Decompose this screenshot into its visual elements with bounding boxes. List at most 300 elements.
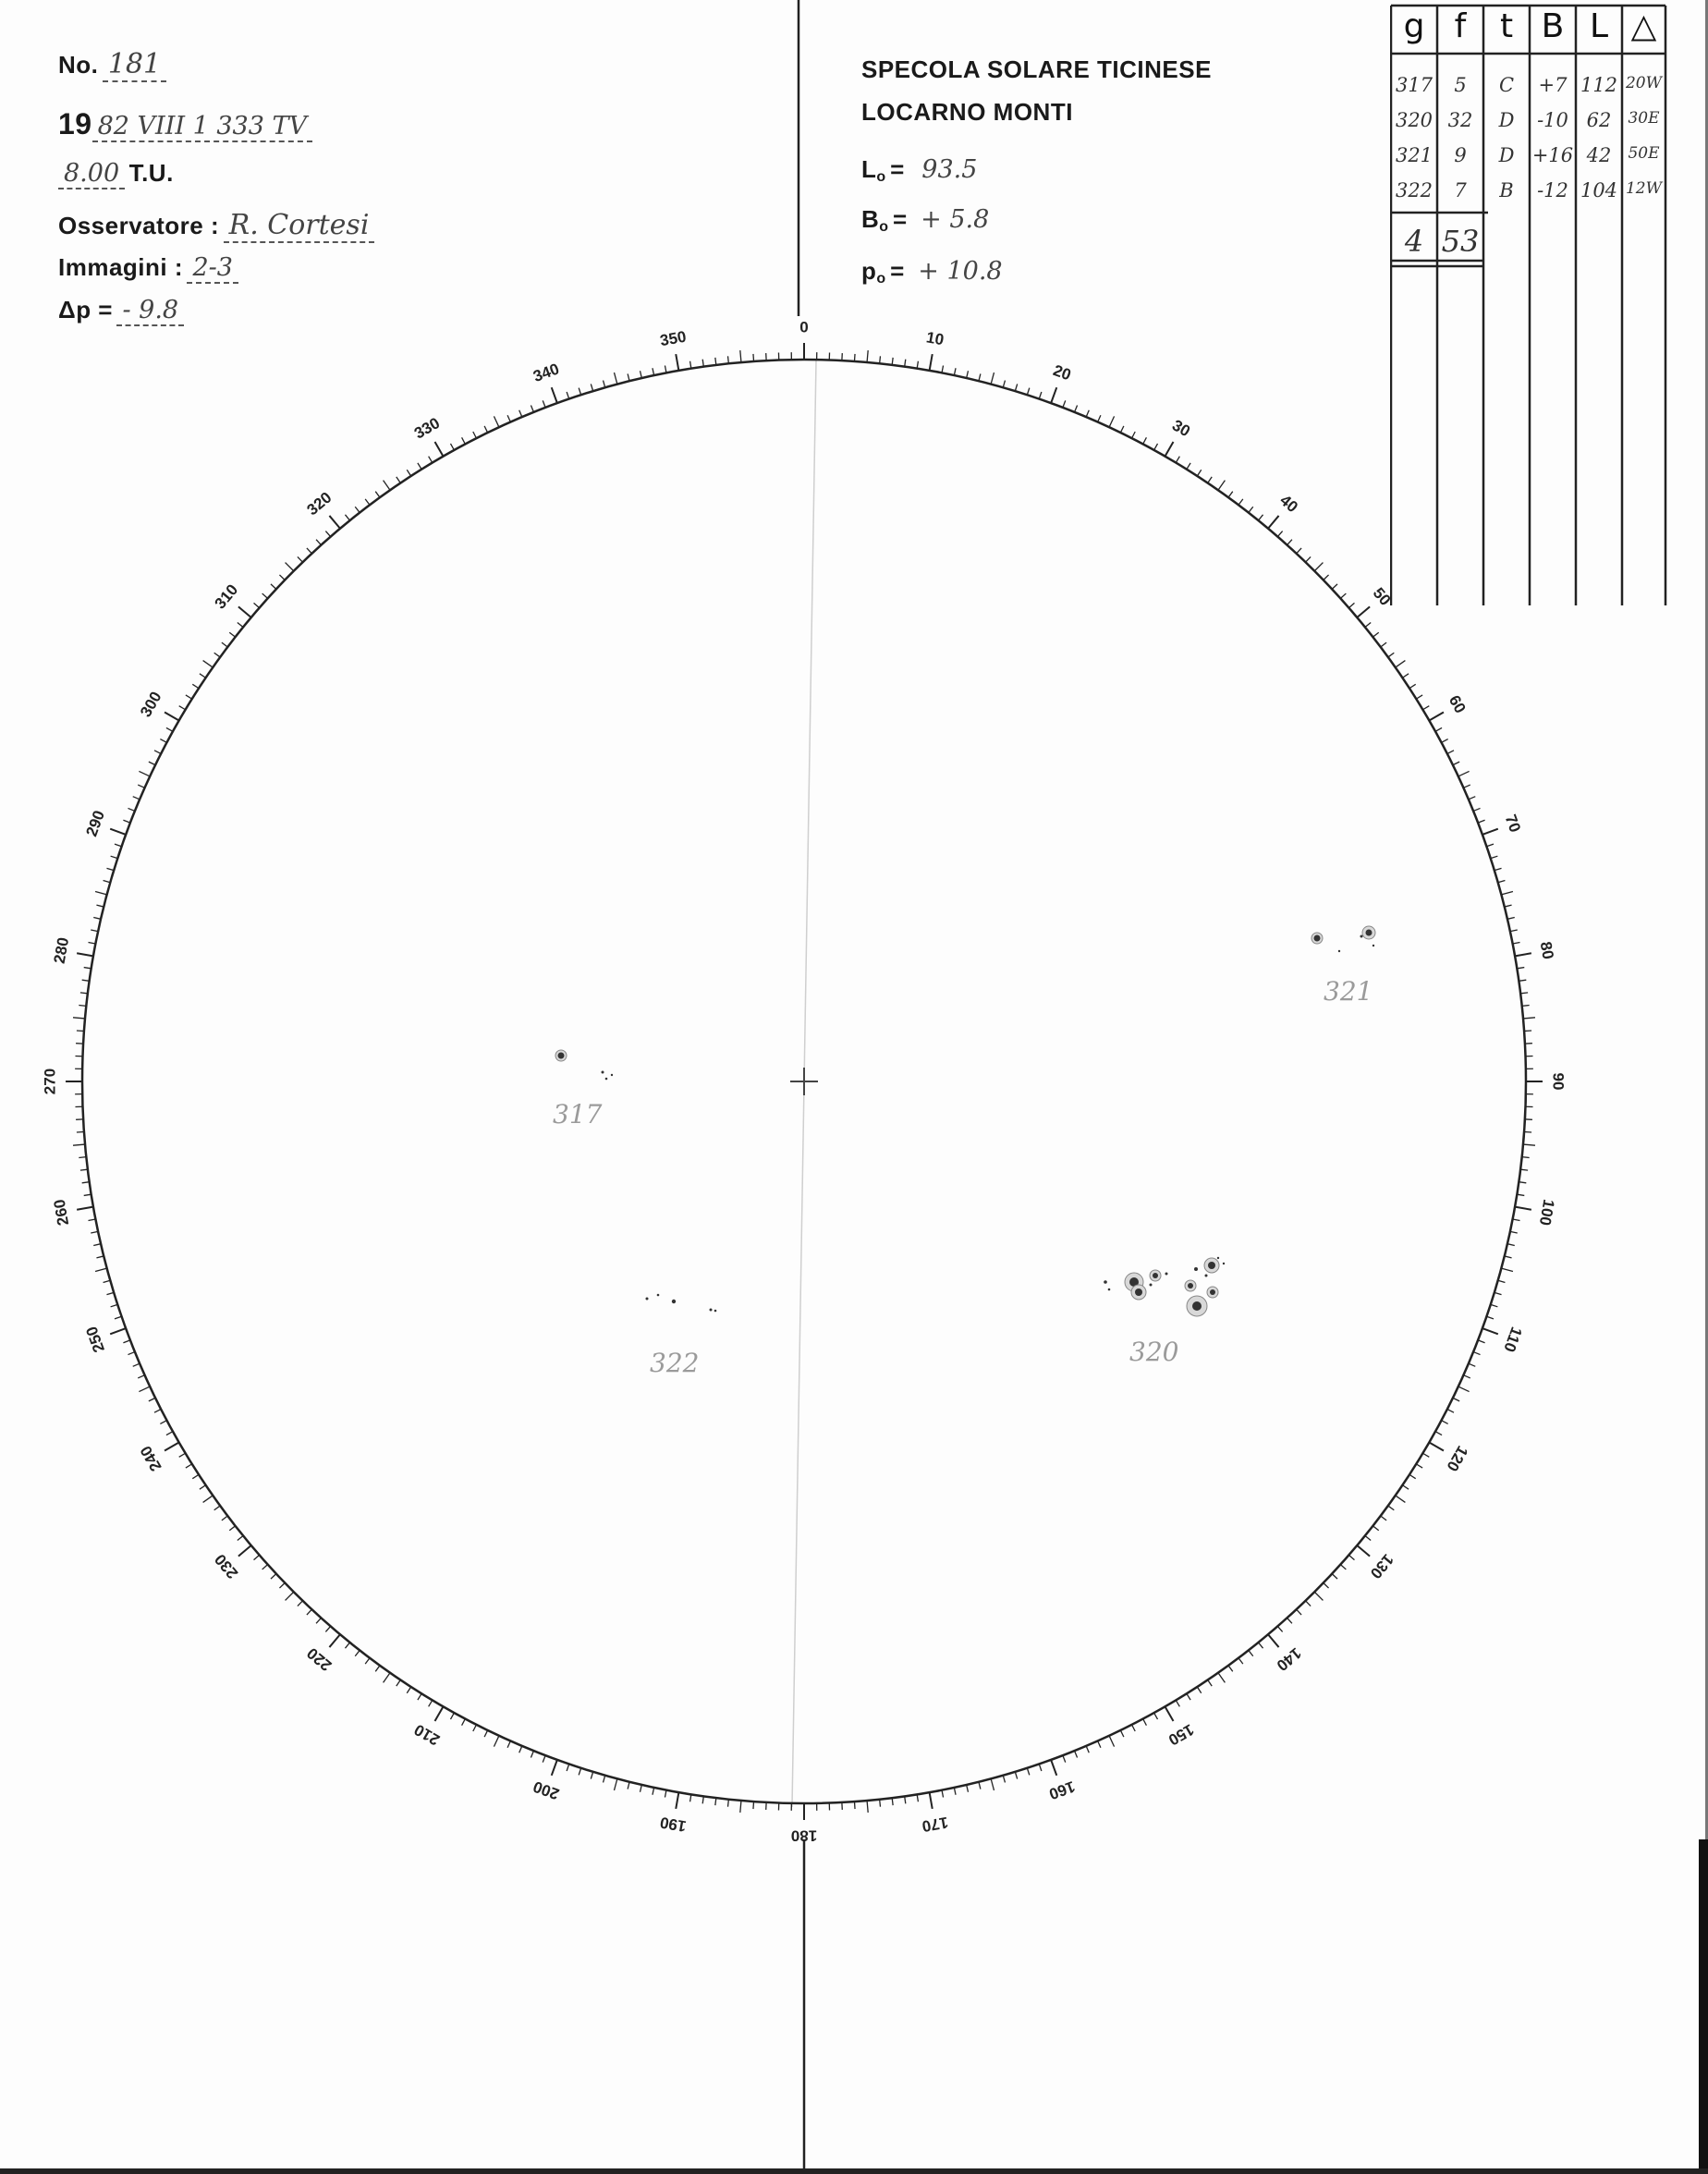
degree-tick	[462, 1719, 466, 1726]
table-cell: -12	[1537, 179, 1568, 202]
degree-tick	[200, 674, 206, 678]
degree-tick	[690, 1794, 691, 1801]
degree-tick	[1197, 470, 1201, 476]
degree-tick	[1176, 1700, 1179, 1706]
degree-tick	[1473, 808, 1480, 811]
L0-equals: =	[890, 155, 905, 183]
degree-tick	[254, 603, 260, 607]
degree-tick	[543, 400, 545, 407]
degree-tick	[93, 1244, 101, 1246]
table-cell: 321	[1395, 144, 1434, 166]
degree-tick	[604, 381, 605, 388]
degree-tick	[1340, 1565, 1346, 1569]
degree-tick	[1429, 1443, 1444, 1451]
sunspot	[710, 1309, 713, 1312]
degree-tick	[543, 1755, 545, 1762]
degree-tick	[640, 371, 642, 378]
degree-tick	[238, 1545, 251, 1557]
degree-tick	[271, 584, 276, 589]
degree-tick	[192, 684, 199, 688]
degree-tick	[653, 1788, 654, 1795]
degree-label-90: 90	[1549, 1072, 1568, 1091]
degree-tick	[316, 540, 321, 545]
degree-tick	[1435, 1432, 1442, 1435]
degree-tick	[298, 1601, 303, 1606]
degree-tick	[214, 1506, 220, 1510]
sunspot	[605, 1078, 608, 1081]
sunspot	[1135, 1289, 1142, 1296]
degree-tick	[1109, 1736, 1114, 1747]
degree-tick	[1458, 771, 1470, 776]
degree-tick	[640, 1785, 642, 1792]
degree-tick	[1453, 762, 1459, 765]
observer-field	[58, 209, 374, 243]
degree-tick	[1388, 1506, 1394, 1510]
degree-tick	[271, 1574, 276, 1579]
B0-equals: =	[893, 205, 908, 233]
degree-tick	[115, 844, 122, 847]
degree-tick	[1086, 1746, 1089, 1753]
degree-tick	[254, 1555, 260, 1559]
degree-tick	[854, 354, 855, 361]
table-cell: 7	[1454, 179, 1467, 202]
degree-tick	[979, 1782, 981, 1789]
sunspot	[672, 1300, 676, 1303]
degree-tick	[676, 354, 678, 371]
degree-tick	[1498, 881, 1506, 883]
degree-tick	[1287, 540, 1292, 545]
degree-tick	[1381, 1516, 1386, 1521]
table-cell: 12W	[1625, 179, 1663, 198]
degree-tick	[519, 1746, 522, 1753]
degree-tick	[384, 1673, 390, 1683]
sunspot	[1208, 1262, 1215, 1269]
table-cell: 104	[1580, 179, 1618, 202]
degree-tick	[429, 1700, 433, 1706]
images-field	[58, 253, 238, 284]
degree-tick	[450, 1713, 454, 1719]
time-value: 8.00	[58, 159, 125, 189]
degree-tick	[1120, 1730, 1124, 1737]
degree-tick	[507, 1740, 510, 1747]
degree-tick	[1494, 1292, 1502, 1294]
degree-tick	[1515, 953, 1531, 956]
degree-tick	[138, 785, 144, 788]
degree-tick	[1238, 499, 1243, 505]
degree-tick	[942, 1790, 944, 1798]
degree-tick	[1314, 563, 1323, 571]
table-cell: D	[1498, 144, 1515, 166]
degree-tick	[1165, 442, 1174, 457]
degree-tick	[1132, 1725, 1136, 1731]
degree-tick	[435, 442, 444, 457]
degree-label-140: 140	[1273, 1643, 1305, 1675]
degree-tick	[1098, 1740, 1101, 1747]
degree-tick	[715, 1798, 716, 1805]
table-total-1: 53	[1441, 224, 1480, 259]
sunspot	[646, 1298, 649, 1301]
degree-tick	[1409, 684, 1416, 688]
degree-tick	[77, 1031, 84, 1032]
p0-equals: =	[890, 257, 905, 285]
degree-tick	[79, 1157, 86, 1158]
p0-label: p	[861, 257, 877, 285]
degree-tick	[279, 575, 285, 580]
degree-tick	[552, 387, 557, 403]
degree-tick	[91, 1231, 98, 1233]
degree-tick	[1365, 622, 1371, 627]
group-label-321: 321	[1324, 976, 1373, 1007]
degree-tick	[123, 1340, 129, 1343]
degree-tick	[200, 1485, 206, 1489]
delta-p-label: Δp =	[58, 296, 113, 324]
degree-tick	[1208, 477, 1212, 483]
degree-label-190: 190	[658, 1813, 688, 1836]
degree-tick	[1075, 1751, 1078, 1757]
degree-label-120: 120	[1443, 1442, 1472, 1475]
degree-tick	[1314, 1592, 1323, 1600]
degree-tick	[1039, 392, 1042, 399]
degree-tick	[77, 1207, 93, 1210]
degree-label-320: 320	[303, 488, 336, 519]
degree-tick	[567, 1764, 569, 1771]
record-number-value: 181	[103, 48, 166, 82]
degree-tick	[110, 829, 126, 835]
degree-tick	[1505, 905, 1512, 907]
degree-tick	[1486, 844, 1494, 847]
degree-tick	[1523, 1018, 1535, 1019]
degree-tick	[96, 905, 104, 907]
sunspot	[1165, 1273, 1168, 1276]
sunspot	[1217, 1257, 1219, 1259]
degree-tick	[396, 477, 400, 483]
degree-tick	[1519, 1182, 1526, 1183]
degree-tick	[418, 463, 421, 470]
degree-tick	[355, 1650, 360, 1655]
degree-label-0: 0	[799, 318, 809, 336]
degree-tick	[1422, 706, 1429, 710]
degree-tick	[110, 1328, 126, 1334]
group-label-322: 322	[650, 1348, 700, 1378]
degree-tick	[905, 360, 906, 367]
degree-tick	[628, 373, 629, 381]
degree-tick	[1165, 1706, 1174, 1721]
degree-tick	[139, 1386, 150, 1391]
degree-tick	[298, 556, 303, 562]
degree-tick	[179, 706, 186, 710]
degree-tick	[82, 980, 90, 981]
degree-tick	[355, 507, 360, 512]
L0-value: 93.5	[921, 155, 978, 184]
degree-label-40: 40	[1276, 491, 1301, 517]
degree-tick	[128, 1352, 134, 1355]
degree-tick	[1442, 739, 1448, 743]
degree-tick	[1027, 388, 1029, 396]
degree-tick	[73, 1144, 85, 1145]
degree-tick	[73, 1018, 85, 1019]
degree-tick	[262, 593, 268, 598]
degree-tick	[690, 361, 691, 369]
degree-label-10: 10	[924, 328, 946, 349]
degree-tick	[1306, 556, 1312, 562]
degree-tick	[1478, 820, 1484, 823]
degree-label-150: 150	[1165, 1720, 1198, 1750]
degree-tick	[229, 632, 235, 637]
degree-tick	[160, 1421, 166, 1424]
degree-tick	[1505, 1256, 1512, 1258]
table-cell: +16	[1531, 144, 1574, 166]
degree-tick	[325, 531, 330, 537]
degree-tick	[930, 354, 933, 371]
degree-tick	[1238, 1658, 1243, 1664]
degree-label-210: 210	[410, 1720, 444, 1750]
degree-tick	[104, 1280, 111, 1282]
sunspot	[1366, 930, 1372, 936]
degree-tick	[567, 392, 569, 399]
degree-tick	[307, 548, 311, 554]
degree-tick	[1482, 829, 1498, 835]
degree-tick	[942, 365, 944, 373]
degree-tick	[494, 1736, 498, 1747]
degree-tick	[160, 739, 166, 743]
degree-tick	[165, 713, 179, 721]
degree-tick	[104, 881, 111, 883]
degree-tick	[1109, 416, 1114, 427]
degree-tick	[407, 470, 410, 476]
degree-tick	[316, 1618, 321, 1623]
observer-value: R. Cortesi	[224, 209, 375, 243]
degree-tick	[531, 1751, 533, 1757]
table-header-1: f	[1454, 7, 1467, 45]
degree-tick	[1381, 642, 1386, 647]
degree-label-100: 100	[1535, 1198, 1558, 1227]
group-label-320: 320	[1129, 1337, 1179, 1367]
degree-tick	[507, 415, 510, 421]
table-header-3: B	[1541, 7, 1565, 45]
degree-tick	[138, 1375, 144, 1378]
degree-tick	[1458, 1386, 1470, 1391]
degree-tick	[867, 350, 868, 362]
degree-tick	[519, 410, 522, 417]
degree-tick	[1218, 481, 1225, 491]
degree-tick	[1372, 1526, 1378, 1531]
images-value: 2-3	[187, 253, 238, 284]
degree-tick	[854, 1801, 855, 1809]
degree-tick	[967, 371, 969, 378]
scan-bottom-edge	[0, 2168, 1708, 2174]
degree-label-50: 50	[1369, 584, 1395, 609]
sunspot	[1314, 935, 1321, 942]
degree-tick	[106, 868, 114, 870]
sunspot	[1210, 1289, 1215, 1295]
observatory-name	[861, 48, 1212, 133]
degree-tick	[1015, 384, 1017, 391]
degree-tick	[1515, 1207, 1531, 1210]
degree-tick	[345, 1643, 349, 1648]
degree-tick	[93, 918, 101, 920]
degree-tick	[238, 1535, 243, 1540]
degree-tick	[1409, 1474, 1416, 1478]
degree-tick	[591, 1772, 592, 1779]
degree-tick	[166, 727, 173, 731]
degree-tick	[1297, 1609, 1301, 1615]
degree-label-270: 270	[41, 1068, 59, 1095]
degree-tick	[1306, 1601, 1312, 1606]
degree-tick	[1015, 1772, 1017, 1779]
degree-tick	[1357, 1545, 1370, 1557]
table-cell: 322	[1395, 179, 1434, 202]
L0-label: L	[861, 155, 877, 183]
disc-center-cross	[790, 1068, 818, 1095]
degree-tick	[1249, 507, 1253, 512]
degree-tick	[77, 1131, 84, 1132]
table-cell: 20W	[1625, 74, 1663, 92]
degree-tick	[1154, 444, 1158, 450]
degree-tick	[1154, 1713, 1158, 1719]
degree-label-280: 280	[50, 935, 73, 965]
degree-tick	[930, 1792, 933, 1809]
degree-tick	[676, 1792, 678, 1809]
degree-tick	[80, 1169, 88, 1170]
degree-tick	[1507, 918, 1515, 920]
sunspot	[1108, 1289, 1111, 1291]
table-cell: C	[1498, 74, 1515, 96]
degree-tick	[1187, 1693, 1190, 1700]
degree-tick	[1416, 1464, 1422, 1468]
degree-label-20: 20	[1050, 361, 1074, 385]
degree-tick	[1513, 942, 1520, 944]
degree-tick	[1365, 1535, 1371, 1540]
degree-tick	[579, 1768, 580, 1776]
degree-tick	[1027, 1768, 1029, 1776]
degree-tick	[186, 1464, 192, 1468]
degree-tick	[1491, 856, 1498, 858]
degree-tick	[1051, 387, 1056, 403]
degree-tick	[1519, 980, 1526, 981]
scan-edge-dark	[1699, 1839, 1708, 2174]
table-cell: 5	[1454, 74, 1467, 96]
degree-tick	[1348, 1555, 1354, 1559]
observatory-line-2: LOCARNO MONTI	[861, 98, 1073, 126]
sunspot	[611, 1074, 613, 1076]
degree-tick	[1051, 1760, 1056, 1776]
degree-tick	[365, 499, 370, 505]
table-cell: 317	[1395, 74, 1434, 96]
degree-tick	[1447, 751, 1454, 754]
degree-tick	[1453, 1398, 1459, 1401]
degree-tick	[262, 1565, 268, 1569]
degree-tick	[407, 1687, 410, 1693]
degree-tick	[1510, 930, 1518, 932]
sunspot	[602, 1071, 604, 1074]
degree-tick	[591, 384, 592, 391]
degree-tick	[154, 751, 161, 754]
degree-tick	[192, 1474, 199, 1478]
table-header-2: t	[1499, 7, 1514, 45]
ephemeris-p0: $p_o$ = + 10.8	[861, 257, 1003, 287]
degree-tick	[1486, 1316, 1494, 1319]
degree-tick	[665, 1790, 666, 1798]
degree-tick	[128, 808, 134, 811]
degree-tick	[967, 1785, 969, 1792]
degree-tick	[753, 354, 754, 361]
table-cell: +7	[1538, 74, 1568, 96]
degree-tick	[702, 1796, 703, 1803]
sunspot	[558, 1053, 565, 1059]
degree-tick	[82, 1182, 90, 1183]
degree-tick	[95, 1268, 107, 1271]
degree-label-170: 170	[921, 1813, 950, 1836]
degree-tick	[880, 356, 881, 363]
degree-tick	[106, 1292, 114, 1294]
degree-tick	[1208, 1679, 1212, 1686]
degree-label-290: 290	[82, 808, 108, 839]
degree-tick	[1422, 1453, 1429, 1457]
degree-tick	[1482, 1328, 1498, 1334]
images-label: Immagini :	[58, 253, 184, 281]
degree-tick	[1396, 1496, 1406, 1502]
degree-tick	[214, 653, 220, 657]
degree-tick	[665, 365, 666, 373]
degree-tick	[1473, 1352, 1480, 1355]
degree-tick	[1478, 1340, 1484, 1343]
degree-tick	[79, 1006, 86, 1007]
degree-tick	[552, 1760, 557, 1776]
degree-tick	[1491, 1304, 1498, 1306]
degree-tick	[1143, 1719, 1147, 1726]
p0-value: + 10.8	[918, 257, 1003, 286]
B0-label: B	[861, 205, 880, 233]
degree-label-160: 160	[1046, 1777, 1078, 1803]
observation-date	[58, 107, 312, 142]
degree-tick	[91, 930, 98, 932]
degree-tick	[892, 358, 893, 365]
ephemeris-L0: $L_o = 93.5$	[861, 155, 978, 186]
degree-tick	[149, 762, 155, 765]
degree-tick	[139, 771, 150, 776]
degree-tick	[1524, 1031, 1531, 1032]
degree-tick	[166, 1432, 173, 1435]
degree-tick	[88, 942, 95, 944]
degree-tick	[1003, 381, 1005, 388]
table-cell: 112	[1580, 74, 1618, 96]
degree-label-330: 330	[410, 413, 444, 443]
sunspot	[1150, 1284, 1153, 1287]
sunspot	[1338, 950, 1340, 952]
sunspot	[1104, 1280, 1107, 1284]
degree-tick	[186, 695, 192, 699]
degree-tick	[1063, 1755, 1066, 1762]
degree-label-300: 300	[136, 688, 165, 721]
degree-tick	[1442, 1421, 1448, 1424]
degree-tick	[1348, 603, 1354, 607]
degree-tick	[80, 993, 88, 994]
degree-tick	[1187, 463, 1190, 470]
table-cell: 62	[1586, 109, 1612, 131]
degree-tick	[1098, 415, 1101, 421]
degree-tick	[753, 1801, 754, 1809]
degree-tick	[1228, 492, 1233, 497]
sunspot-group-table	[1390, 0, 1667, 610]
degree-tick	[1086, 410, 1089, 417]
degree-tick	[628, 1782, 629, 1789]
degree-tick	[1396, 661, 1406, 667]
degree-label-30: 30	[1169, 416, 1193, 441]
degree-tick	[917, 361, 918, 369]
degree-tick	[429, 457, 433, 463]
degree-tick	[1258, 1643, 1263, 1648]
degree-label-260: 260	[50, 1198, 73, 1227]
